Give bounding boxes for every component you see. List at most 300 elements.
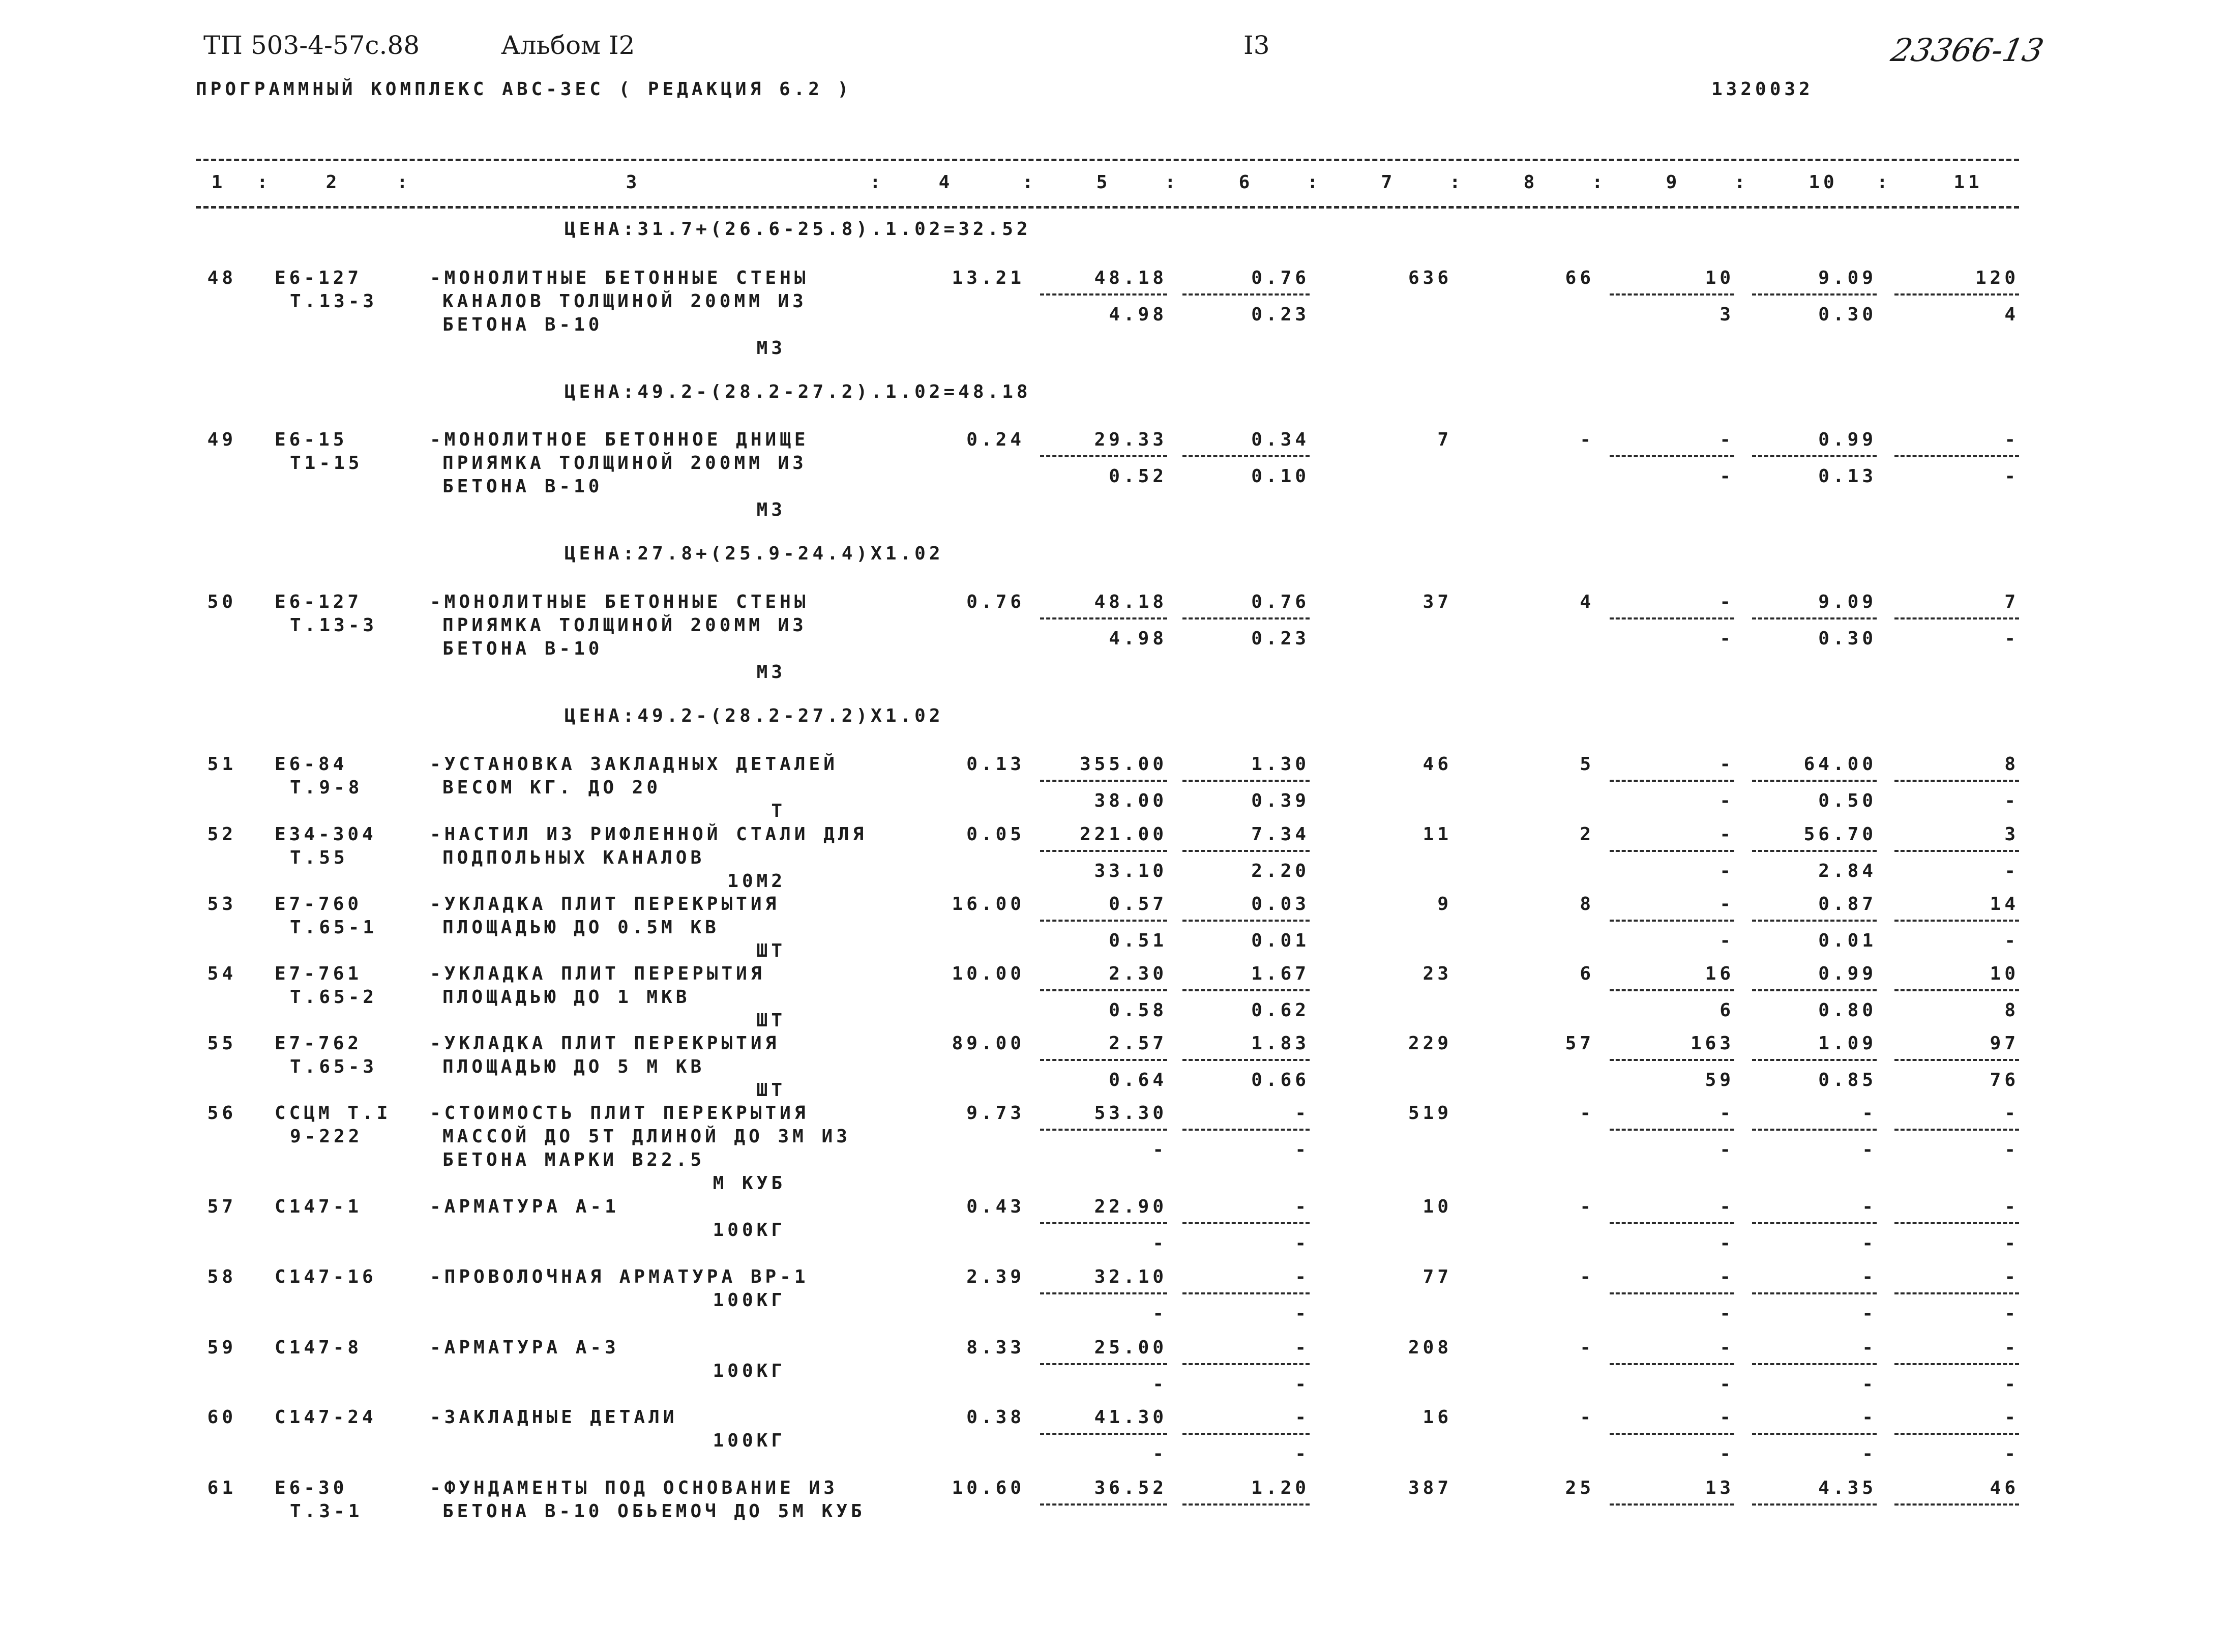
cost-c10: - <box>1862 1196 1877 1217</box>
col-num-3: 3 <box>626 172 641 193</box>
cell-divider <box>1182 1433 1310 1435</box>
cost-c10-wages: 0.80 <box>1818 1000 1877 1021</box>
program-line: ПРОГРАММНЫЙ КОМПЛЕКС АВС-ЗЕС ( РЕДАКЦИЯ 6.2 ) <box>196 79 852 100</box>
work-description: -УКЛАДКА ПЛИТ ПЕРЕРЫТИЯ <box>430 963 765 984</box>
cost-c11-wages: 76 <box>1990 1070 2019 1090</box>
cost-c5-wages: 0.58 <box>1109 1000 1167 1021</box>
cell-divider <box>1752 455 1877 457</box>
cost-c6-wages: 0.39 <box>1251 790 1310 811</box>
cost-c5: 2.30 <box>1109 963 1167 984</box>
cost-c9-wages: 59 <box>1705 1070 1734 1090</box>
cell-divider <box>1752 1292 1877 1294</box>
cost-c5: 41.30 <box>1094 1407 1167 1428</box>
cell-divider <box>1894 780 2019 782</box>
work-description: -АРМАТУРА А-1 <box>430 1196 619 1217</box>
cost-c6-wages: 0.10 <box>1251 466 1310 487</box>
cost-c6-wages: - <box>1295 1374 1310 1395</box>
cost-c9: 163 <box>1690 1033 1734 1054</box>
cell-divider <box>1894 1363 2019 1365</box>
norm-code-table: Т.13-3 <box>290 291 378 312</box>
cost-c6: - <box>1295 1266 1310 1287</box>
cost-c7: 37 <box>1422 592 1452 612</box>
cost-c9-wages: - <box>1720 1303 1734 1324</box>
price-note: ЦЕНА:27.8+(25.9-24.4)Х1.02 <box>565 543 944 564</box>
cell-divider <box>1040 989 1167 991</box>
norm-code: С147-8 <box>275 1337 363 1358</box>
cost-c6-wages: 0.23 <box>1251 628 1310 649</box>
col-sep: : <box>1307 172 1322 193</box>
cost-c5: 29.33 <box>1094 429 1167 450</box>
cost-c9-wages: - <box>1720 1139 1734 1160</box>
cost-c7: 9 <box>1437 894 1452 914</box>
norm-code-table: Т.9-8 <box>290 777 363 798</box>
norm-code: Е6-84 <box>275 754 348 775</box>
cost-c6: 7.34 <box>1251 824 1310 845</box>
work-description: БЕТОНА МАРКИ В22.5 <box>442 1149 705 1170</box>
norm-code-table: Т.3-1 <box>290 1501 363 1522</box>
quantity: 0.38 <box>966 1407 1025 1428</box>
cost-c9-wages: - <box>1720 790 1734 811</box>
unit-of-measure: Т <box>771 801 786 821</box>
unit-of-measure: 100КГ <box>713 1220 786 1241</box>
cost-c11-wages: - <box>2004 628 2019 649</box>
cost-c9: - <box>1720 1196 1734 1217</box>
cell-divider <box>1182 850 1310 852</box>
cost-c5: 355.00 <box>1079 754 1167 775</box>
price-note: ЦЕНА:49.2-(28.2-27.2)Х1.02 <box>565 705 944 726</box>
cell-divider <box>1040 1503 1167 1506</box>
cost-c7: 519 <box>1408 1103 1452 1124</box>
cost-c10: 0.99 <box>1818 429 1877 450</box>
cost-c7: 77 <box>1422 1266 1452 1287</box>
cost-c5-wages: - <box>1152 1374 1167 1395</box>
cost-c5-wages: 4.98 <box>1109 628 1167 649</box>
quantity: 10.00 <box>952 963 1025 984</box>
cost-c9-wages: 3 <box>1720 304 1734 325</box>
cell-divider <box>1040 1059 1167 1061</box>
norm-code: Е7-760 <box>275 894 363 914</box>
norm-code: Е6-30 <box>275 1478 348 1498</box>
work-description: -МОНОЛИТНЫЕ БЕТОННЫЕ СТЕНЫ <box>430 592 809 612</box>
unit-of-measure: 100КГ <box>713 1361 786 1381</box>
norm-code-table: Т.65-1 <box>290 917 378 938</box>
work-description: ПРИЯМКА ТОЛЩИНОЙ 200ММ ИЗ <box>442 615 807 636</box>
cost-c9: - <box>1720 1407 1734 1428</box>
cost-c9: 10 <box>1705 268 1734 288</box>
unit-of-measure: М3 <box>756 499 786 520</box>
row-number: 61 <box>207 1478 236 1498</box>
cost-c11: 14 <box>1990 894 2019 914</box>
cost-c5: 32.10 <box>1094 1266 1167 1287</box>
cost-c8: 2 <box>1580 824 1594 845</box>
row-number: 53 <box>207 894 236 914</box>
row-number: 57 <box>207 1196 236 1217</box>
cost-c8: 57 <box>1565 1033 1594 1054</box>
cost-c6: 1.30 <box>1251 754 1310 775</box>
cell-divider <box>1182 780 1310 782</box>
cost-c8: - <box>1580 1407 1594 1428</box>
cell-divider <box>1040 293 1167 296</box>
work-description: БЕТОНА В-10 <box>442 314 603 335</box>
col-num-5: 5 <box>1096 172 1111 193</box>
norm-code: С147-16 <box>275 1266 377 1287</box>
cost-c5-wages: 0.52 <box>1109 466 1167 487</box>
cost-c6: - <box>1295 1103 1310 1124</box>
cost-c11-wages: - <box>2004 930 2019 951</box>
cost-c10-wages: 0.50 <box>1818 790 1877 811</box>
cell-divider <box>1610 780 1734 782</box>
price-note: ЦЕНА:49.2-(28.2-27.2).1.02=48.18 <box>565 381 1031 402</box>
cell-divider <box>1610 1363 1734 1365</box>
cell-divider <box>1894 1222 2019 1224</box>
cell-divider <box>1894 1129 2019 1131</box>
program-id: 1320032 <box>1711 79 1814 100</box>
norm-code: Е6-127 <box>275 268 363 288</box>
unit-of-measure: ШТ <box>756 1010 786 1031</box>
cell-divider <box>1040 920 1167 922</box>
cost-c5-wages: - <box>1152 1303 1167 1324</box>
cost-c9: - <box>1720 592 1734 612</box>
cost-c11: - <box>2004 1266 2019 1287</box>
cost-c9-wages: - <box>1720 628 1734 649</box>
table-header-rule <box>196 206 2019 209</box>
cost-c6-wages: - <box>1295 1443 1310 1464</box>
col-sep: : <box>397 172 411 193</box>
cost-c10-wages: 2.84 <box>1818 861 1877 881</box>
cost-c10: - <box>1862 1337 1877 1358</box>
norm-code-table: Т1-15 <box>290 453 363 474</box>
cost-c11-wages: 4 <box>2004 304 2019 325</box>
cost-c9: - <box>1720 824 1734 845</box>
cost-c6: 0.03 <box>1251 894 1310 914</box>
col-num-6: 6 <box>1238 172 1254 193</box>
cell-divider <box>1182 1363 1310 1365</box>
cost-c5-wages: 38.00 <box>1094 790 1167 811</box>
cell-divider <box>1752 920 1877 922</box>
norm-code-table: Т.13-3 <box>290 615 378 636</box>
cost-c6-wages: 2.20 <box>1251 861 1310 881</box>
cost-c10-wages: - <box>1862 1233 1877 1254</box>
cost-c5-wages: 0.51 <box>1109 930 1167 951</box>
cost-c11-wages: - <box>2004 1303 2019 1324</box>
cell-divider <box>1752 780 1877 782</box>
cell-divider <box>1040 780 1167 782</box>
cell-divider <box>1752 1363 1877 1365</box>
cell-divider <box>1182 293 1310 296</box>
cost-c8: 66 <box>1565 268 1594 288</box>
cost-c5: 36.52 <box>1094 1478 1167 1498</box>
cost-c10: - <box>1862 1103 1877 1124</box>
cost-c11-wages: 8 <box>2004 1000 2019 1021</box>
cost-c8: 6 <box>1580 963 1594 984</box>
cost-c9-wages: 6 <box>1720 1000 1734 1021</box>
cost-c11: 7 <box>2004 592 2019 612</box>
cost-c11-wages: - <box>2004 1139 2019 1160</box>
col-num-4: 4 <box>938 172 954 193</box>
work-description: -НАСТИЛ ИЗ РИФЛЕННОЙ СТАЛИ ДЛЯ <box>430 824 868 845</box>
cell-divider <box>1040 1222 1167 1224</box>
cost-c10: 1.09 <box>1818 1033 1877 1054</box>
row-number: 59 <box>207 1337 236 1358</box>
cost-c9-wages: - <box>1720 1443 1734 1464</box>
cost-c6: 0.76 <box>1251 268 1310 288</box>
cost-c10-wages: 0.13 <box>1818 466 1877 487</box>
cost-c6: - <box>1295 1407 1310 1428</box>
cell-divider <box>1752 1059 1877 1061</box>
cost-c11-wages: - <box>2004 466 2019 487</box>
cost-c5-wages: - <box>1152 1139 1167 1160</box>
cost-c9: 13 <box>1705 1478 1734 1498</box>
cost-c6: - <box>1295 1196 1310 1217</box>
table-top-rule <box>196 159 2019 161</box>
row-number: 60 <box>207 1407 236 1428</box>
unit-of-measure: ШТ <box>756 1080 786 1101</box>
cost-c8: 25 <box>1565 1478 1594 1498</box>
work-description: -УКЛАДКА ПЛИТ ПЕРЕКРЫТИЯ <box>430 1033 780 1054</box>
work-description: ПРИЯМКА ТОЛЩИНОЙ 200ММ ИЗ <box>442 453 807 474</box>
cost-c5: 2.57 <box>1109 1033 1167 1054</box>
col-sep: : <box>1449 172 1464 193</box>
cost-c7: 7 <box>1437 429 1452 450</box>
work-description: -АРМАТУРА А-3 <box>430 1337 619 1358</box>
col-num-9: 9 <box>1666 172 1681 193</box>
cost-c6: 1.67 <box>1251 963 1310 984</box>
cost-c9-wages: - <box>1720 1374 1734 1395</box>
norm-code: Е6-15 <box>275 429 348 450</box>
cost-c6-wages: - <box>1295 1139 1310 1160</box>
unit-of-measure: М3 <box>756 338 786 359</box>
quantity: 0.24 <box>966 429 1025 450</box>
work-description: МАССОЙ ДО 5Т ДЛИНОЙ ДО 3М ИЗ <box>442 1126 851 1147</box>
unit-of-measure: 100КГ <box>713 1430 786 1451</box>
cell-divider <box>1610 850 1734 852</box>
col-sep: : <box>257 172 272 193</box>
cost-c5-wages: - <box>1152 1233 1167 1254</box>
cell-divider <box>1182 989 1310 991</box>
cost-c8: - <box>1580 1266 1594 1287</box>
cell-divider <box>1752 617 1877 620</box>
cost-c7: 11 <box>1422 824 1452 845</box>
cost-c6: - <box>1295 1337 1310 1358</box>
row-number: 52 <box>207 824 236 845</box>
cell-divider <box>1182 1222 1310 1224</box>
col-sep: : <box>870 172 884 193</box>
col-sep: : <box>1877 172 1891 193</box>
cell-divider <box>1752 1129 1877 1131</box>
cell-divider <box>1752 850 1877 852</box>
cell-divider <box>1610 1222 1734 1224</box>
work-description: БЕТОНА В-10 <box>442 476 603 497</box>
cost-c11-wages: - <box>2004 1233 2019 1254</box>
cell-divider <box>1610 1059 1734 1061</box>
cell-divider <box>1040 617 1167 620</box>
work-description: -СТОИМОСТЬ ПЛИТ ПЕРЕКРЫТИЯ <box>430 1103 809 1124</box>
cost-c11: - <box>2004 1196 2019 1217</box>
cell-divider <box>1610 617 1734 620</box>
cell-divider <box>1040 455 1167 457</box>
cost-c11-wages: - <box>2004 1374 2019 1395</box>
cost-c5: 48.18 <box>1094 592 1167 612</box>
norm-code-table: Т.55 <box>290 847 348 868</box>
cost-c9: - <box>1720 1103 1734 1124</box>
album-label: Альбом I2 <box>501 31 635 60</box>
quantity: 10.60 <box>952 1478 1025 1498</box>
cost-c7: 46 <box>1422 754 1452 775</box>
work-description: -МОНОЛИТНОЕ БЕТОННОЕ ДНИЩЕ <box>430 429 809 450</box>
cell-divider <box>1752 1222 1877 1224</box>
col-sep: : <box>1592 172 1607 193</box>
cost-c6-wages: 0.01 <box>1251 930 1310 951</box>
cost-c7: 229 <box>1408 1033 1452 1054</box>
row-number: 51 <box>207 754 236 775</box>
cell-divider <box>1610 1292 1734 1294</box>
norm-code: Е7-761 <box>275 963 363 984</box>
cell-divider <box>1752 1433 1877 1435</box>
cost-c9: - <box>1720 1266 1734 1287</box>
cell-divider <box>1894 1433 2019 1435</box>
cost-c5-wages: 0.64 <box>1109 1070 1167 1090</box>
cost-c10: 56.70 <box>1803 824 1877 845</box>
cell-divider <box>1610 1503 1734 1506</box>
cell-divider <box>1894 920 2019 922</box>
row-number: 58 <box>207 1266 236 1287</box>
col-num-7: 7 <box>1381 172 1396 193</box>
quantity: 16.00 <box>952 894 1025 914</box>
work-description: -МОНОЛИТНЫЕ БЕТОННЫЕ СТЕНЫ <box>430 268 809 288</box>
row-number: 50 <box>207 592 236 612</box>
cost-c5-wages: - <box>1152 1443 1167 1464</box>
row-number: 54 <box>207 963 236 984</box>
cell-divider <box>1182 920 1310 922</box>
quantity: 13.21 <box>952 268 1025 288</box>
quantity: 0.13 <box>966 754 1025 775</box>
cost-c5: 22.90 <box>1094 1196 1167 1217</box>
col-sep: : <box>1165 172 1179 193</box>
cost-c6: 1.83 <box>1251 1033 1310 1054</box>
quantity: 2.39 <box>966 1266 1025 1287</box>
cell-divider <box>1040 1363 1167 1365</box>
cost-c7: 16 <box>1422 1407 1452 1428</box>
norm-code: С147-24 <box>275 1407 377 1428</box>
quantity: 89.00 <box>952 1033 1025 1054</box>
cost-c10-wages: 0.85 <box>1818 1070 1877 1090</box>
cell-divider <box>1894 1503 2019 1506</box>
unit-of-measure: ШТ <box>756 940 786 961</box>
cell-divider <box>1752 989 1877 991</box>
row-number: 55 <box>207 1033 236 1054</box>
cell-divider <box>1610 989 1734 991</box>
cost-c9: - <box>1720 429 1734 450</box>
price-note: ЦЕНА:31.7+(26.6-25.8).1.02=32.52 <box>565 219 1031 240</box>
cost-c11: - <box>2004 429 2019 450</box>
quantity: 9.73 <box>966 1103 1025 1124</box>
work-description: БЕТОНА В-10 <box>442 638 603 659</box>
work-description: -ФУНДАМЕНТЫ ПОД ОСНОВАНИЕ ИЗ <box>430 1478 838 1498</box>
cell-divider <box>1610 455 1734 457</box>
cost-c8: - <box>1580 429 1594 450</box>
norm-code: ССЦМ Т.I <box>275 1103 392 1124</box>
cost-c10: 0.87 <box>1818 894 1877 914</box>
cost-c11: - <box>2004 1407 2019 1428</box>
cost-c5-wages: 33.10 <box>1094 861 1167 881</box>
cost-c7: 387 <box>1408 1478 1452 1498</box>
norm-code-table: Т.65-3 <box>290 1056 378 1077</box>
cost-c6: 1.20 <box>1251 1478 1310 1498</box>
cost-c7: 10 <box>1422 1196 1452 1217</box>
cost-c11-wages: - <box>2004 861 2019 881</box>
cell-divider <box>1182 1503 1310 1506</box>
cost-c7: 23 <box>1422 963 1452 984</box>
work-description: ПЛОЩАДЬЮ ДО 0.5М КВ <box>442 917 720 938</box>
cell-divider <box>1752 1503 1877 1506</box>
cost-c9-wages: - <box>1720 861 1734 881</box>
cost-c10: 64.00 <box>1803 754 1877 775</box>
norm-code: Е7-762 <box>275 1033 363 1054</box>
work-description: -ЗАКЛАДНЫЕ ДЕТАЛИ <box>430 1407 678 1428</box>
cell-divider <box>1182 1059 1310 1061</box>
cost-c8: 4 <box>1580 592 1594 612</box>
cost-c10-wages: - <box>1862 1303 1877 1324</box>
col-sep: : <box>1734 172 1749 193</box>
cost-c10-wages: - <box>1862 1374 1877 1395</box>
cell-divider <box>1610 1433 1734 1435</box>
work-description: БЕТОНА В-10 ОБЬЕМОЧ ДО 5М КУБ <box>442 1501 866 1522</box>
cost-c10: 9.09 <box>1818 268 1877 288</box>
col-num-8: 8 <box>1523 172 1538 193</box>
work-description: -ПРОВОЛОЧНАЯ АРМАТУРА ВР-1 <box>430 1266 809 1287</box>
cell-divider <box>1040 850 1167 852</box>
col-num-2: 2 <box>325 172 341 193</box>
cost-c10-wages: 0.01 <box>1818 930 1877 951</box>
col-num-1: 1 <box>211 172 226 193</box>
cost-c7: 636 <box>1408 268 1452 288</box>
doc-code: ТП 503-4-57с.88 <box>203 31 420 60</box>
cost-c5-wages: 4.98 <box>1109 304 1167 325</box>
work-description: ПЛОЩАДЬЮ ДО 1 МКВ <box>442 987 691 1008</box>
cost-c11: 46 <box>1990 1478 2019 1498</box>
cost-c9: - <box>1720 1337 1734 1358</box>
row-number: 49 <box>207 429 236 450</box>
cost-c6-wages: 0.23 <box>1251 304 1310 325</box>
cost-c8: - <box>1580 1196 1594 1217</box>
cell-divider <box>1894 1292 2019 1294</box>
work-description: -УСТАНОВКА ЗАКЛАДНЫХ ДЕТАЛЕЙ <box>430 754 838 775</box>
norm-code: Е6-127 <box>275 592 363 612</box>
work-description: ПОДПОЛЬНЫХ КАНАЛОВ <box>442 847 705 868</box>
row-number: 48 <box>207 268 236 288</box>
cell-divider <box>1182 1129 1310 1131</box>
cell-divider <box>1040 1129 1167 1131</box>
cost-c10: - <box>1862 1407 1877 1428</box>
norm-code-table: Т.65-2 <box>290 987 378 1008</box>
norm-code: С147-1 <box>275 1196 363 1217</box>
cell-divider <box>1894 293 2019 296</box>
unit-of-measure: М3 <box>756 662 786 683</box>
cell-divider <box>1040 1433 1167 1435</box>
cell-divider <box>1894 850 2019 852</box>
cost-c10: 4.35 <box>1818 1478 1877 1498</box>
quantity: 0.76 <box>966 592 1025 612</box>
cost-c9-wages: - <box>1720 1233 1734 1254</box>
archive-number: 23366-13 <box>1888 32 2047 69</box>
cost-c11: 97 <box>1990 1033 2019 1054</box>
unit-of-measure: М КУБ <box>713 1173 786 1194</box>
cost-c5: 0.57 <box>1109 894 1167 914</box>
norm-code-table: 9-222 <box>290 1126 363 1147</box>
cost-c10-wages: - <box>1862 1443 1877 1464</box>
cell-divider <box>1040 1292 1167 1294</box>
quantity: 0.43 <box>966 1196 1025 1217</box>
